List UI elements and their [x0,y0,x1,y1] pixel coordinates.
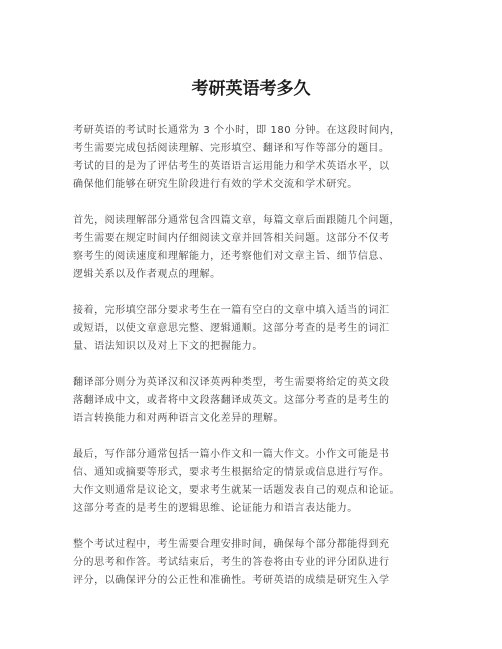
paragraph-intro [73,122,453,194]
text-line: 信、通知或摘要等形式，要求考生根据给定的情景或信息进行写作。 [73,467,390,478]
document-title: 考研英语考多久 [191,79,311,99]
text-line: 逻辑关系以及作者观点的理解。 [73,269,221,280]
paragraph-conclusion [73,536,453,590]
paragraph-writing [73,446,453,518]
text-line: 察考生的阅读速度和理解能力，还考察他们对文章主旨、细节信息、 [73,251,390,262]
paragraph-reading [73,212,453,284]
text-line: 接着，完形填空部分要求考生在一篇有空白的文章中填入适当的词汇 [73,305,390,316]
text-line: 这部分考查的是考生的逻辑思维、论证能力和语言表达能力。 [73,503,358,514]
text-line: 确保他们能够在研究生阶段进行有效的学术交流和学术研究。 [73,179,358,190]
text-line: 首先，阅读理解部分通常包含四篇文章，每篇文章后面跟随几个问题， [73,215,401,226]
document-body [73,122,453,608]
text-line: 或短语，以使文章意思完整、逻辑通顺。这部分考查的是考生的词汇 [73,323,390,334]
text-line: 最后，写作部分通常包括一篇小作文和一篇大作文。小作文可能是书 [73,449,390,460]
text-line: 考试的目的是为了评估考生的英语语言运用能力和学术英语水平，以 [73,161,390,172]
text-line: 大作文则通常是议论文，要求考生就某一话题发表自己的观点和论证。 [73,485,401,496]
text-line: 翻译部分则分为英译汉和汉译英两种类型，考生需要将给定的英文段 [73,377,390,388]
text-line: 整个考试过程中，考生需要合理安排时间，确保每个部分都能得到充 [73,539,390,550]
text-line: 量、语法知识以及对上下文的把握能力。 [73,341,263,352]
text-line: 考研英语的考试时长通常为 3 个小时，即 180 分钟。在这段时间内， [73,125,401,136]
paragraph-cloze [73,302,453,356]
text-line: 分的思考和作答。考试结束后，考生的答卷将由专业的评分团队进行 [73,557,390,568]
text-line: 评分，以确保评分的公正性和准确性。考研英语的成绩是研究生入学 [73,575,390,586]
text-line: 落翻译成中文，或者将中文段落翻译成英文。这部分考查的是考生的 [73,395,390,406]
text-line: 考生需要在规定时间内仔细阅读文章并回答相关问题。这部分不仅考 [73,233,390,244]
text-line: 语言转换能力和对两种语言文化差异的理解。 [73,413,284,424]
text-line: 考生需要完成包括阅读理解、完形填空、翻译和写作等部分的题目。 [73,143,390,154]
paragraph-translation [73,374,453,428]
